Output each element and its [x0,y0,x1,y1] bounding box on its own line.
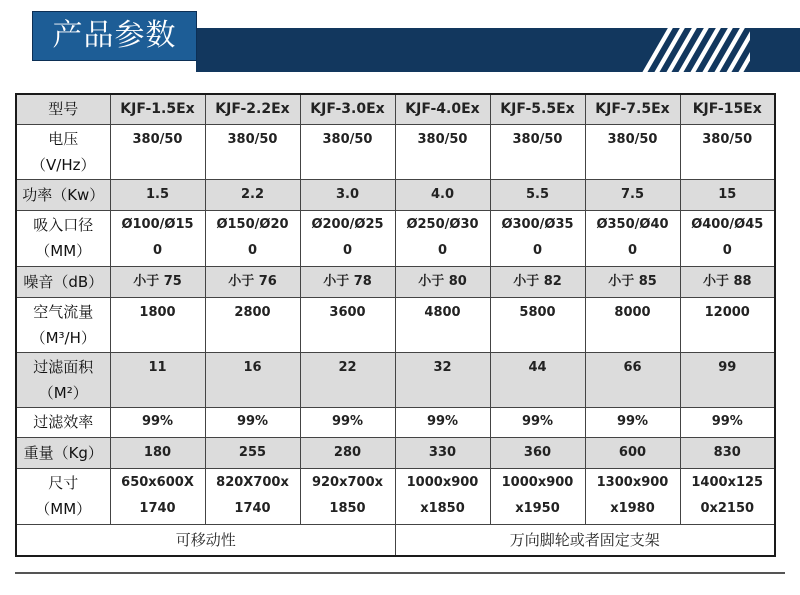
row-label-inlet-line2: （MM） [35,242,92,260]
row-label-weight: 重量（Kg） [16,437,110,468]
voltage-cell: 380/50 [205,124,300,179]
inlet-cell: Ø100/Ø15 0 [110,210,205,266]
row-label-model: 型号 [16,94,110,124]
voltage-cell: 380/50 [110,124,205,179]
row-label-voltage [16,124,110,179]
inlet-cell: Ø200/Ø25 0 [300,210,395,266]
inlet-cell: Ø300/Ø35 0 [490,210,585,266]
table-row-airflow [16,297,775,352]
inlet-cell: Ø350/Ø40 0 [585,210,680,266]
model-cell: KJF-7.5Ex [585,94,680,124]
header-banner [0,0,800,80]
size-cell: 1400x125 0x2150 [680,468,775,524]
filter-efficiency-cell: 99% [110,407,205,437]
airflow-cell: 2800 [205,297,300,352]
voltage-cell: 380/50 [395,124,490,179]
filter-efficiency-cell: 99% [680,407,775,437]
voltage-cell: 380/50 [300,124,395,179]
weight-cell: 255 [205,437,300,468]
model-cell: KJF-15Ex [680,94,775,124]
table-row-size [16,468,775,524]
table-row-voltage [16,124,775,179]
footer-mobility: 可移动性 [16,524,395,556]
table-row-filter-efficiency [16,407,775,437]
noise-cell: 小于 85 [585,266,680,297]
row-label-filter-area-line1: 过滤面积 [33,357,94,376]
power-cell: 15 [680,179,775,210]
inlet-cell: Ø250/Ø30 0 [395,210,490,266]
footer-casters: 万向脚轮或者固定支架 [395,524,775,556]
noise-cell: 小于 80 [395,266,490,297]
row-label-filter-efficiency: 过滤效率 [16,407,110,437]
row-label-noise: 噪音（dB） [16,266,110,297]
airflow-cell: 1800 [110,297,205,352]
size-cell: 920x700x 1850 [300,468,395,524]
row-label-airflow-line1: 空气流量 [33,302,94,321]
row-label-size [16,468,110,524]
table-row-filter-area [16,352,775,407]
model-cell: KJF-5.5Ex [490,94,585,124]
filter-area-cell: 66 [585,352,680,407]
row-label-airflow [16,297,110,352]
model-cell: KJF-2.2Ex [205,94,300,124]
filter-efficiency-cell: 99% [585,407,680,437]
weight-cell: 360 [490,437,585,468]
row-label-airflow-line2: （M³/H） [30,328,96,347]
page-title: 产品参数 [52,18,177,53]
size-cell: 1000x900 x1950 [490,468,585,524]
table-row-inlet [16,210,775,266]
weight-cell: 330 [395,437,490,468]
size-cell: 650x600X 1740 [110,468,205,524]
table-row-footer [16,524,775,556]
row-label-power: 功率（Kw） [16,179,110,210]
filter-area-cell: 11 [110,352,205,407]
product-spec-table [15,93,776,557]
row-label-filter-area-line2: （M²） [38,383,88,402]
power-cell: 3.0 [300,179,395,210]
table-row-noise [16,266,775,297]
row-label-size-line2: （MM） [35,500,92,518]
filter-area-cell: 99 [680,352,775,407]
table-row-model [16,94,775,124]
bottom-divider [15,572,785,574]
row-label-voltage-line2: （V/Hz） [31,155,96,174]
airflow-cell: 12000 [680,297,775,352]
weight-cell: 600 [585,437,680,468]
model-cell: KJF-3.0Ex [300,94,395,124]
airflow-cell: 5800 [490,297,585,352]
row-label-voltage-line1: 电压 [48,129,79,148]
row-label-inlet [16,210,110,266]
filter-efficiency-cell: 99% [490,407,585,437]
filter-efficiency-cell: 99% [395,407,490,437]
row-label-size-line1: 尺寸 [48,474,79,492]
power-cell: 7.5 [585,179,680,210]
airflow-cell: 4800 [395,297,490,352]
filter-area-cell: 22 [300,352,395,407]
filter-efficiency-cell: 99% [205,407,300,437]
filter-area-cell: 44 [490,352,585,407]
voltage-cell: 380/50 [490,124,585,179]
noise-cell: 小于 76 [205,266,300,297]
power-cell: 5.5 [490,179,585,210]
banner-title-box [33,12,196,60]
table-row-power [16,179,775,210]
noise-cell: 小于 82 [490,266,585,297]
weight-cell: 280 [300,437,395,468]
filter-efficiency-cell: 99% [300,407,395,437]
banner-stripes-decoration [640,28,750,72]
weight-cell: 180 [110,437,205,468]
power-cell: 2.2 [205,179,300,210]
power-cell: 4.0 [395,179,490,210]
size-cell: 1000x900 x1850 [395,468,490,524]
row-label-filter-area [16,352,110,407]
noise-cell: 小于 88 [680,266,775,297]
voltage-cell: 380/50 [585,124,680,179]
weight-cell: 830 [680,437,775,468]
airflow-cell: 3600 [300,297,395,352]
model-cell: KJF-4.0Ex [395,94,490,124]
noise-cell: 小于 78 [300,266,395,297]
noise-cell: 小于 75 [110,266,205,297]
inlet-cell: Ø400/Ø45 0 [680,210,775,266]
filter-area-cell: 32 [395,352,490,407]
table-row-weight [16,437,775,468]
model-cell: KJF-1.5Ex [110,94,205,124]
row-label-inlet-line1: 吸入口径 [33,216,94,234]
size-cell: 1300x900 x1980 [585,468,680,524]
power-cell: 1.5 [110,179,205,210]
inlet-cell: Ø150/Ø20 0 [205,210,300,266]
airflow-cell: 8000 [585,297,680,352]
voltage-cell: 380/50 [680,124,775,179]
filter-area-cell: 16 [205,352,300,407]
size-cell: 820X700x 1740 [205,468,300,524]
